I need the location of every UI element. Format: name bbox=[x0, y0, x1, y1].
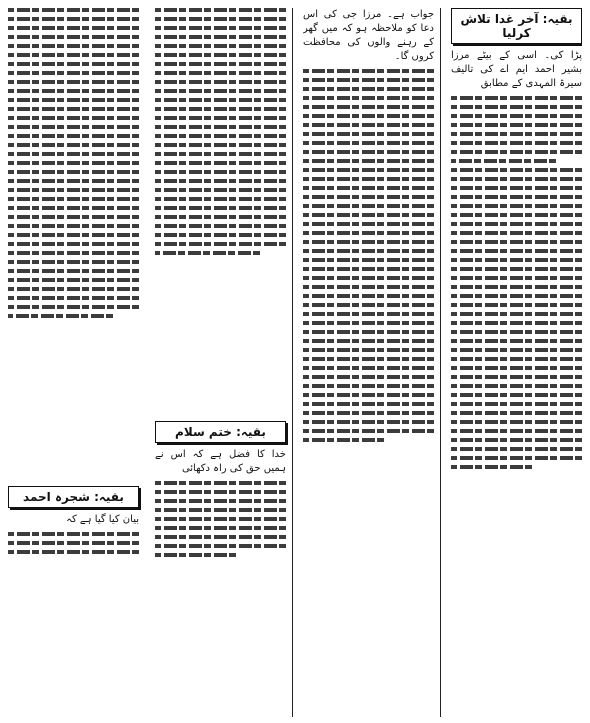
column-4-title: بقیہ: شجرہ احمد bbox=[8, 486, 139, 508]
column-3-lead: خدا کا فضل ہے کہ اس نے ہمیں حق کی راہ دکھائی bbox=[155, 448, 286, 474]
column-3-body-top bbox=[155, 8, 286, 416]
column-3-body-bottom bbox=[155, 481, 286, 718]
column-4-body-top bbox=[8, 8, 139, 481]
column-3 bbox=[155, 8, 293, 717]
column-4-lead: بیان کیا گیا ہے کہ bbox=[66, 514, 139, 525]
column-1 bbox=[451, 8, 582, 717]
column-4 bbox=[8, 8, 145, 717]
column-2-lead: جواب ہے۔ مرزا جی کی اس دعا کو ملاحظہ ہو کہ میں گھر کے رہنے والوں کی محافظت کروں گا۔ bbox=[303, 9, 434, 62]
column-1-title: بقیہ: آخر غدا تلاش کرلیا bbox=[451, 8, 582, 44]
column-4-body-bottom bbox=[8, 532, 139, 717]
column-3-title: بقیہ: ختم سلام bbox=[155, 421, 286, 443]
column-1-lead: پڑا کی۔ اسی کے بیٹے مرزا بشیر احمد ایم اے کی تالیف سیرۃ المہدی کے مطابق bbox=[451, 50, 582, 89]
column-2 bbox=[303, 8, 441, 717]
column-1-body bbox=[451, 96, 582, 717]
column-2-body bbox=[303, 69, 434, 717]
columns bbox=[8, 8, 582, 717]
